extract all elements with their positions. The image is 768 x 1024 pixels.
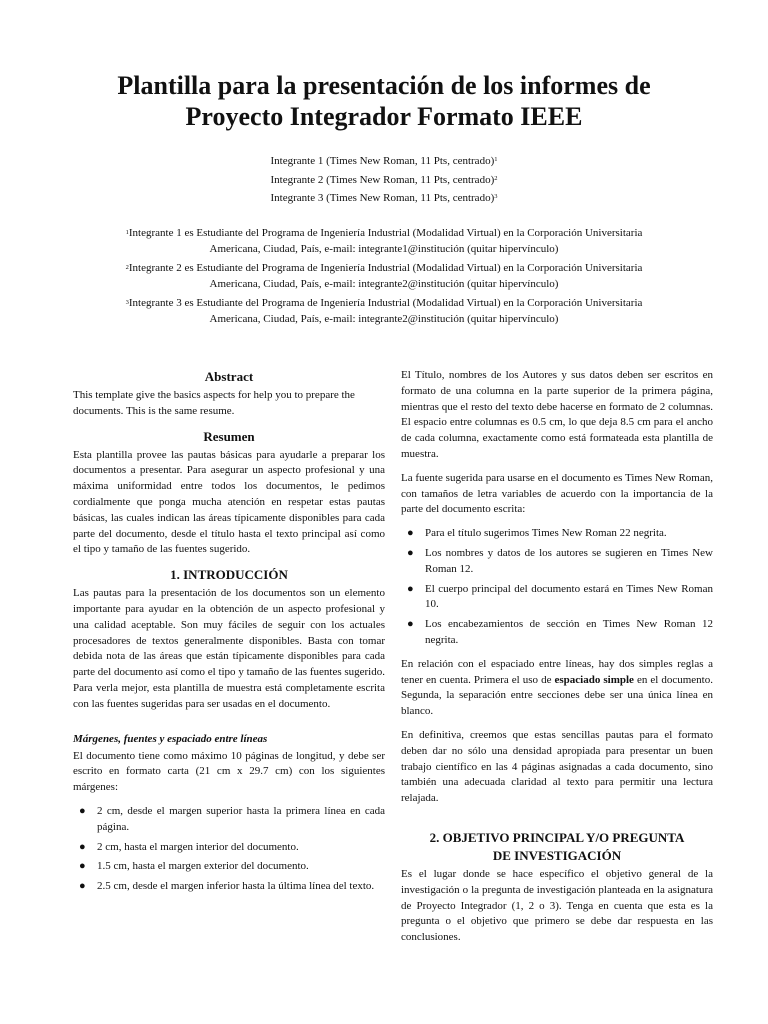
bullet-icon: ●	[407, 618, 414, 631]
left-column	[73, 368, 385, 903]
author-1: Integrante 1 (Times New Roman, 11 Pts, centrado)$^1$	[270, 155, 498, 167]
author-3: Integrante 3 (Times New Roman, 11 Pts, centrado)$^3$	[270, 192, 498, 204]
margins-intro: El documento tiene como máximo 10 páginas de longitud, y debe ser escrito en formato carta (21 cm x 29.7 cm) con los siguientes márgenes:	[73, 749, 385, 794]
margins-list	[73, 804, 385, 895]
conclusion-paragraph: En definitiva, creemos que estas sencillas pautas para el formato deben dar no sólo una densidad apropiada para presentar un buen trabajo científico en las 4 páginas asignadas a cada documento, sino también una adecuada claridad al texto para permitir una lectura relajada.	[401, 728, 713, 805]
list-item: ● 2.5 cm, desde el margen inferior hasta la última línea del texto.	[73, 879, 385, 895]
bullet-icon: ●	[79, 804, 86, 817]
spacer	[401, 815, 713, 829]
section2-heading: 2. OBJETIVO PRINCIPAL Y/O PREGUNTA DE INVESTIGACIÓN	[429, 829, 685, 863]
author-2: Integrante 2 (Times New Roman, 11 Pts, centrado)$^2$	[270, 173, 498, 186]
list-item: ● Los nombres y datos de los autores se sugieren en Times New Roman 12.	[407, 546, 713, 575]
emphasis-text: espaciado simple	[554, 673, 634, 686]
list-item: ● 2 cm, hasta el margen interior del documento.	[73, 840, 385, 856]
font-list	[401, 526, 713, 649]
bullet-icon: ●	[407, 527, 414, 540]
affiliation-1: $^1$Integrante 1 es Estudiante del Programa de Ingeniería Industrial (Modalidad Virtual) en la Corporación Universitaria Americana, Ciudad, País, e-mail: integrante1@institución (quitar hipervínculo)	[125, 227, 643, 255]
author-list	[150, 152, 618, 208]
resumen-body: Esta plantilla provee las pautas básicas para ayudarle a preparar los documentos a presentar. Para asegurar un aspecto profesional y una máxima uniformidad entre todos los documentos, le pedimos cordialmente que ponga mucha atención en respetar estas pautas básicas, las cuales indican las áreas típicamente disponibles para cada parte del documento, desde el título hasta el texto principal así como el tipo y tamaño de las fuentes sugerido.	[73, 448, 385, 556]
section2-body: Es el lugar donde se hace específico el objetivo general de la investigación o la pregunta de investigación planteada en la asignatura de Proyecto Integrador (1, 2 o 3). Tenga en cuenta que esta es la pregunta o el objetivo que primero se debe dar respuesta en las conclusiones.	[401, 867, 713, 944]
right-column	[401, 368, 713, 954]
affiliation-list	[80, 226, 688, 331]
margins-heading: Márgenes, fuentes y espaciado entre líneas	[73, 732, 268, 745]
abstract-heading: Abstract	[204, 369, 254, 384]
resumen-heading: Resumen	[203, 428, 255, 444]
paper-title-line1: Plantilla para la presentación de los informes de	[117, 71, 651, 100]
bullet-icon: ●	[407, 582, 414, 595]
paper-title	[60, 70, 708, 132]
intro-body: Las pautas para la presentación de los documentos son un elemento importante para ayudar en la obtención de un aspecto profesional y una calidad aceptable. Son muy fáciles de seguir con los actuales procesadores de textos generalmente disponibles. Basta con tomar debida nota de las áreas que están típicamente disponibles para cada parte del documento así como el tipo y tamaño de las fuentes sugerido. Para verla mejor, esta plantilla de muestra está completamente escrita con las fuentes sugeridas para ser usadas en el documento.	[73, 587, 385, 710]
list-item: ● Los encabezamientos de sección en Times New Roman 12 negrita.	[407, 618, 713, 646]
intro-heading: 1. INTRODUCCIÓN	[170, 567, 288, 583]
bullet-icon: ●	[407, 546, 414, 559]
abstract-body: This template give the basics aspects for help you to prepare the documents. This is the same resume.	[73, 389, 355, 417]
list-item: ● 1.5 cm, hasta el margen exterior del documento.	[73, 859, 385, 875]
bullet-icon: ●	[79, 860, 86, 873]
spacer	[73, 721, 385, 731]
list-item: ● Para el título sugerimos Times New Roman 22 negrita.	[401, 526, 713, 542]
bullet-icon: ●	[79, 880, 86, 893]
list-item: ● El cuerpo principal del documento estará en Times New Roman 10.	[407, 582, 713, 611]
paper-title-line2: Proyecto Integrador Formato IEEE	[185, 102, 583, 131]
affiliation-2: $^2$Integrante 2 es Estudiante del Programa de Ingeniería Industrial (Modalidad Virtual) en la Corporación Universitaria Americana, Ciudad, País, e-mail: integrante2@institución (quitar hipervínculo)	[125, 262, 643, 290]
affiliation-3: $^3$Integrante 3 es Estudiante del Programa de Ingeniería Industrial (Modalidad Virtual) en la Corporación Universitaria Americana, Ciudad, País, e-mail: integrante2@institución (quitar hipervínculo)	[125, 297, 643, 325]
font-paragraph: La fuente sugerida para usarse en el documento es Times New Roman, con tamaños de letra variables de acuerdo con la importancia de la parte del documento escrita:	[401, 471, 713, 516]
spacing-paragraph: En relación con el espaciado entre líneas, hay dos simples reglas a tener en cuenta. Primera el uso de espaciado simple en el documento. Segunda, la separación entre secciones debe ser una única línea en blanco.	[401, 657, 713, 718]
format-paragraph: El Título, nombres de los Autores y sus datos deben ser escritos en formato de una columna en la parte superior de la primera página, mientras que el resto del texto debe hacerse en formato de 2 columnas. El espacio entre columnas es 0.5 cm, lo que deja 8.5 cm para el ancho de cada columna, exactamente como está formateada esta plantilla de muestra.	[401, 369, 713, 460]
list-item: ● 2 cm, desde el margen superior hasta la primera línea en cada página.	[79, 804, 385, 833]
bullet-icon: ●	[79, 840, 86, 853]
